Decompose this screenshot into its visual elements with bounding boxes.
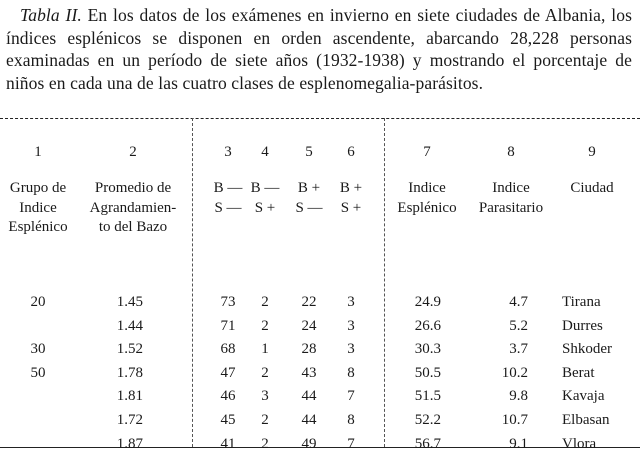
cell-c6: 3 xyxy=(347,341,355,358)
cell-ciudad: Kavaja xyxy=(562,388,605,405)
column-header-line: B — xyxy=(250,180,280,196)
cell-parasitario: 10.7 xyxy=(501,412,528,428)
column-header-line: Agrandamien- xyxy=(89,199,177,216)
column-header-line: S + xyxy=(254,199,276,216)
column-header-line: Indice xyxy=(408,180,446,196)
column-header-line: to del Bazo xyxy=(98,219,168,235)
column-header-line: Parasitario xyxy=(478,199,544,216)
column-header-line: S + xyxy=(340,199,362,216)
cell-esplenico: 50.5 xyxy=(414,364,441,381)
cell-c4: 2 xyxy=(261,412,269,428)
column-number-5: 5 xyxy=(305,144,313,160)
column-header-c1 xyxy=(0,179,80,238)
cell-c3: 47 xyxy=(220,364,236,381)
column-header-c8 xyxy=(461,179,561,218)
column-header-c4 xyxy=(245,179,285,218)
cell-c5: 44 xyxy=(301,412,317,428)
cell-c3: 46 xyxy=(220,388,236,405)
column-header-c6 xyxy=(331,179,371,218)
column-header-c2 xyxy=(78,179,188,238)
cell-c6: 8 xyxy=(347,364,355,381)
cell-c6: 8 xyxy=(347,412,355,428)
cell-esplenico: 51.5 xyxy=(414,388,441,405)
column-header-line: Indice xyxy=(492,180,530,196)
column-header-line: Grupo de xyxy=(9,180,67,196)
cell-parasitario: 3.7 xyxy=(509,341,528,358)
column-header-c9 xyxy=(557,179,627,199)
cell-c6: 7 xyxy=(347,388,355,405)
column-header-line: Ciudad xyxy=(570,180,614,196)
cell-c3: 73 xyxy=(220,294,236,310)
cell-promedio: 1.72 xyxy=(116,412,143,428)
cell-grupo: 50 xyxy=(30,364,46,381)
cell-parasitario: 9.1 xyxy=(509,435,528,452)
cell-c3: 68 xyxy=(220,341,236,358)
cell-c5: 49 xyxy=(301,435,317,452)
caption-label: Tabla II. xyxy=(20,5,82,25)
cell-grupo: 20 xyxy=(30,294,46,310)
column-header-line: B + xyxy=(339,180,363,196)
cell-grupo: 30 xyxy=(30,341,46,358)
column-header-line: Promedio de xyxy=(94,180,172,196)
table-top-rule xyxy=(0,118,640,119)
column-number-8: 8 xyxy=(507,144,515,160)
cell-ciudad: Vlora xyxy=(562,435,597,452)
cell-esplenico: 30.3 xyxy=(414,341,441,358)
cell-c4: 2 xyxy=(261,364,269,381)
cell-ciudad: Tirana xyxy=(562,294,601,310)
cell-c5: 24 xyxy=(301,317,317,334)
cell-c4: 2 xyxy=(261,317,269,334)
column-header-c5 xyxy=(289,179,329,218)
column-header-line: B — xyxy=(213,180,243,196)
column-header-c3 xyxy=(208,179,248,218)
column-header-line: Indice xyxy=(19,199,57,216)
column-number-6: 6 xyxy=(347,144,355,160)
column-number-2: 2 xyxy=(129,144,137,160)
cell-promedio: 1.44 xyxy=(116,317,143,334)
table-caption xyxy=(6,4,632,94)
column-number-4: 4 xyxy=(261,144,269,160)
cell-ciudad: Durres xyxy=(562,317,603,334)
cell-parasitario: 10.2 xyxy=(501,364,528,381)
cell-esplenico: 52.2 xyxy=(414,412,441,428)
cell-promedio: 1.81 xyxy=(116,388,143,405)
column-header-line: B + xyxy=(297,180,321,196)
cell-parasitario: 4.7 xyxy=(509,294,528,310)
cell-promedio: 1.45 xyxy=(116,294,143,310)
column-header-line: S — xyxy=(214,199,242,216)
column-divider-left xyxy=(192,118,193,447)
cell-ciudad: Berat xyxy=(562,364,595,381)
cell-c4: 2 xyxy=(261,294,269,310)
cell-c6: 7 xyxy=(347,435,355,452)
cell-parasitario: 5.2 xyxy=(509,317,528,334)
cell-c4: 3 xyxy=(261,388,269,405)
column-header-line: S — xyxy=(295,199,323,216)
cell-c4: 1 xyxy=(261,341,269,358)
column-header-line: Esplénico xyxy=(8,219,68,235)
column-number-1: 1 xyxy=(34,144,42,160)
cell-c3: 45 xyxy=(220,412,236,428)
cell-esplenico: 56.7 xyxy=(414,435,441,452)
cell-c4: 2 xyxy=(261,435,269,452)
cell-c3: 41 xyxy=(220,435,236,452)
cell-esplenico: 24.9 xyxy=(414,294,441,310)
cell-c6: 3 xyxy=(347,294,355,310)
cell-parasitario: 9.8 xyxy=(509,388,528,405)
cell-c5: 22 xyxy=(301,294,317,310)
cell-c6: 3 xyxy=(347,317,355,334)
cell-promedio: 1.52 xyxy=(116,341,143,358)
cell-c5: 43 xyxy=(301,364,317,381)
column-number-9: 9 xyxy=(588,144,596,160)
cell-ciudad: Elbasan xyxy=(562,412,610,428)
cell-promedio: 1.78 xyxy=(116,364,143,381)
caption-text: En los datos de los exámenes en invierno en siete ciudades de Albania, los índices esplénicos se disponen en orden ascendente, abarcando 28,228 personas examinadas en un período de siete años (1932-1938) y mostrando el porcentaje de niños en cada una de las cuatro clases de esplenomegalia-parásitos. xyxy=(6,5,632,93)
cell-c5: 28 xyxy=(301,341,317,358)
cell-c3: 71 xyxy=(220,317,236,334)
column-header-line: Esplénico xyxy=(397,199,457,216)
column-number-7: 7 xyxy=(423,144,431,160)
column-header-c7 xyxy=(382,179,472,218)
column-number-3: 3 xyxy=(224,144,232,160)
cell-esplenico: 26.6 xyxy=(414,317,441,334)
cell-ciudad: Shkoder xyxy=(562,341,612,358)
cell-promedio: 1.87 xyxy=(116,435,143,452)
column-divider-right xyxy=(384,118,385,447)
cell-c5: 44 xyxy=(301,388,317,405)
